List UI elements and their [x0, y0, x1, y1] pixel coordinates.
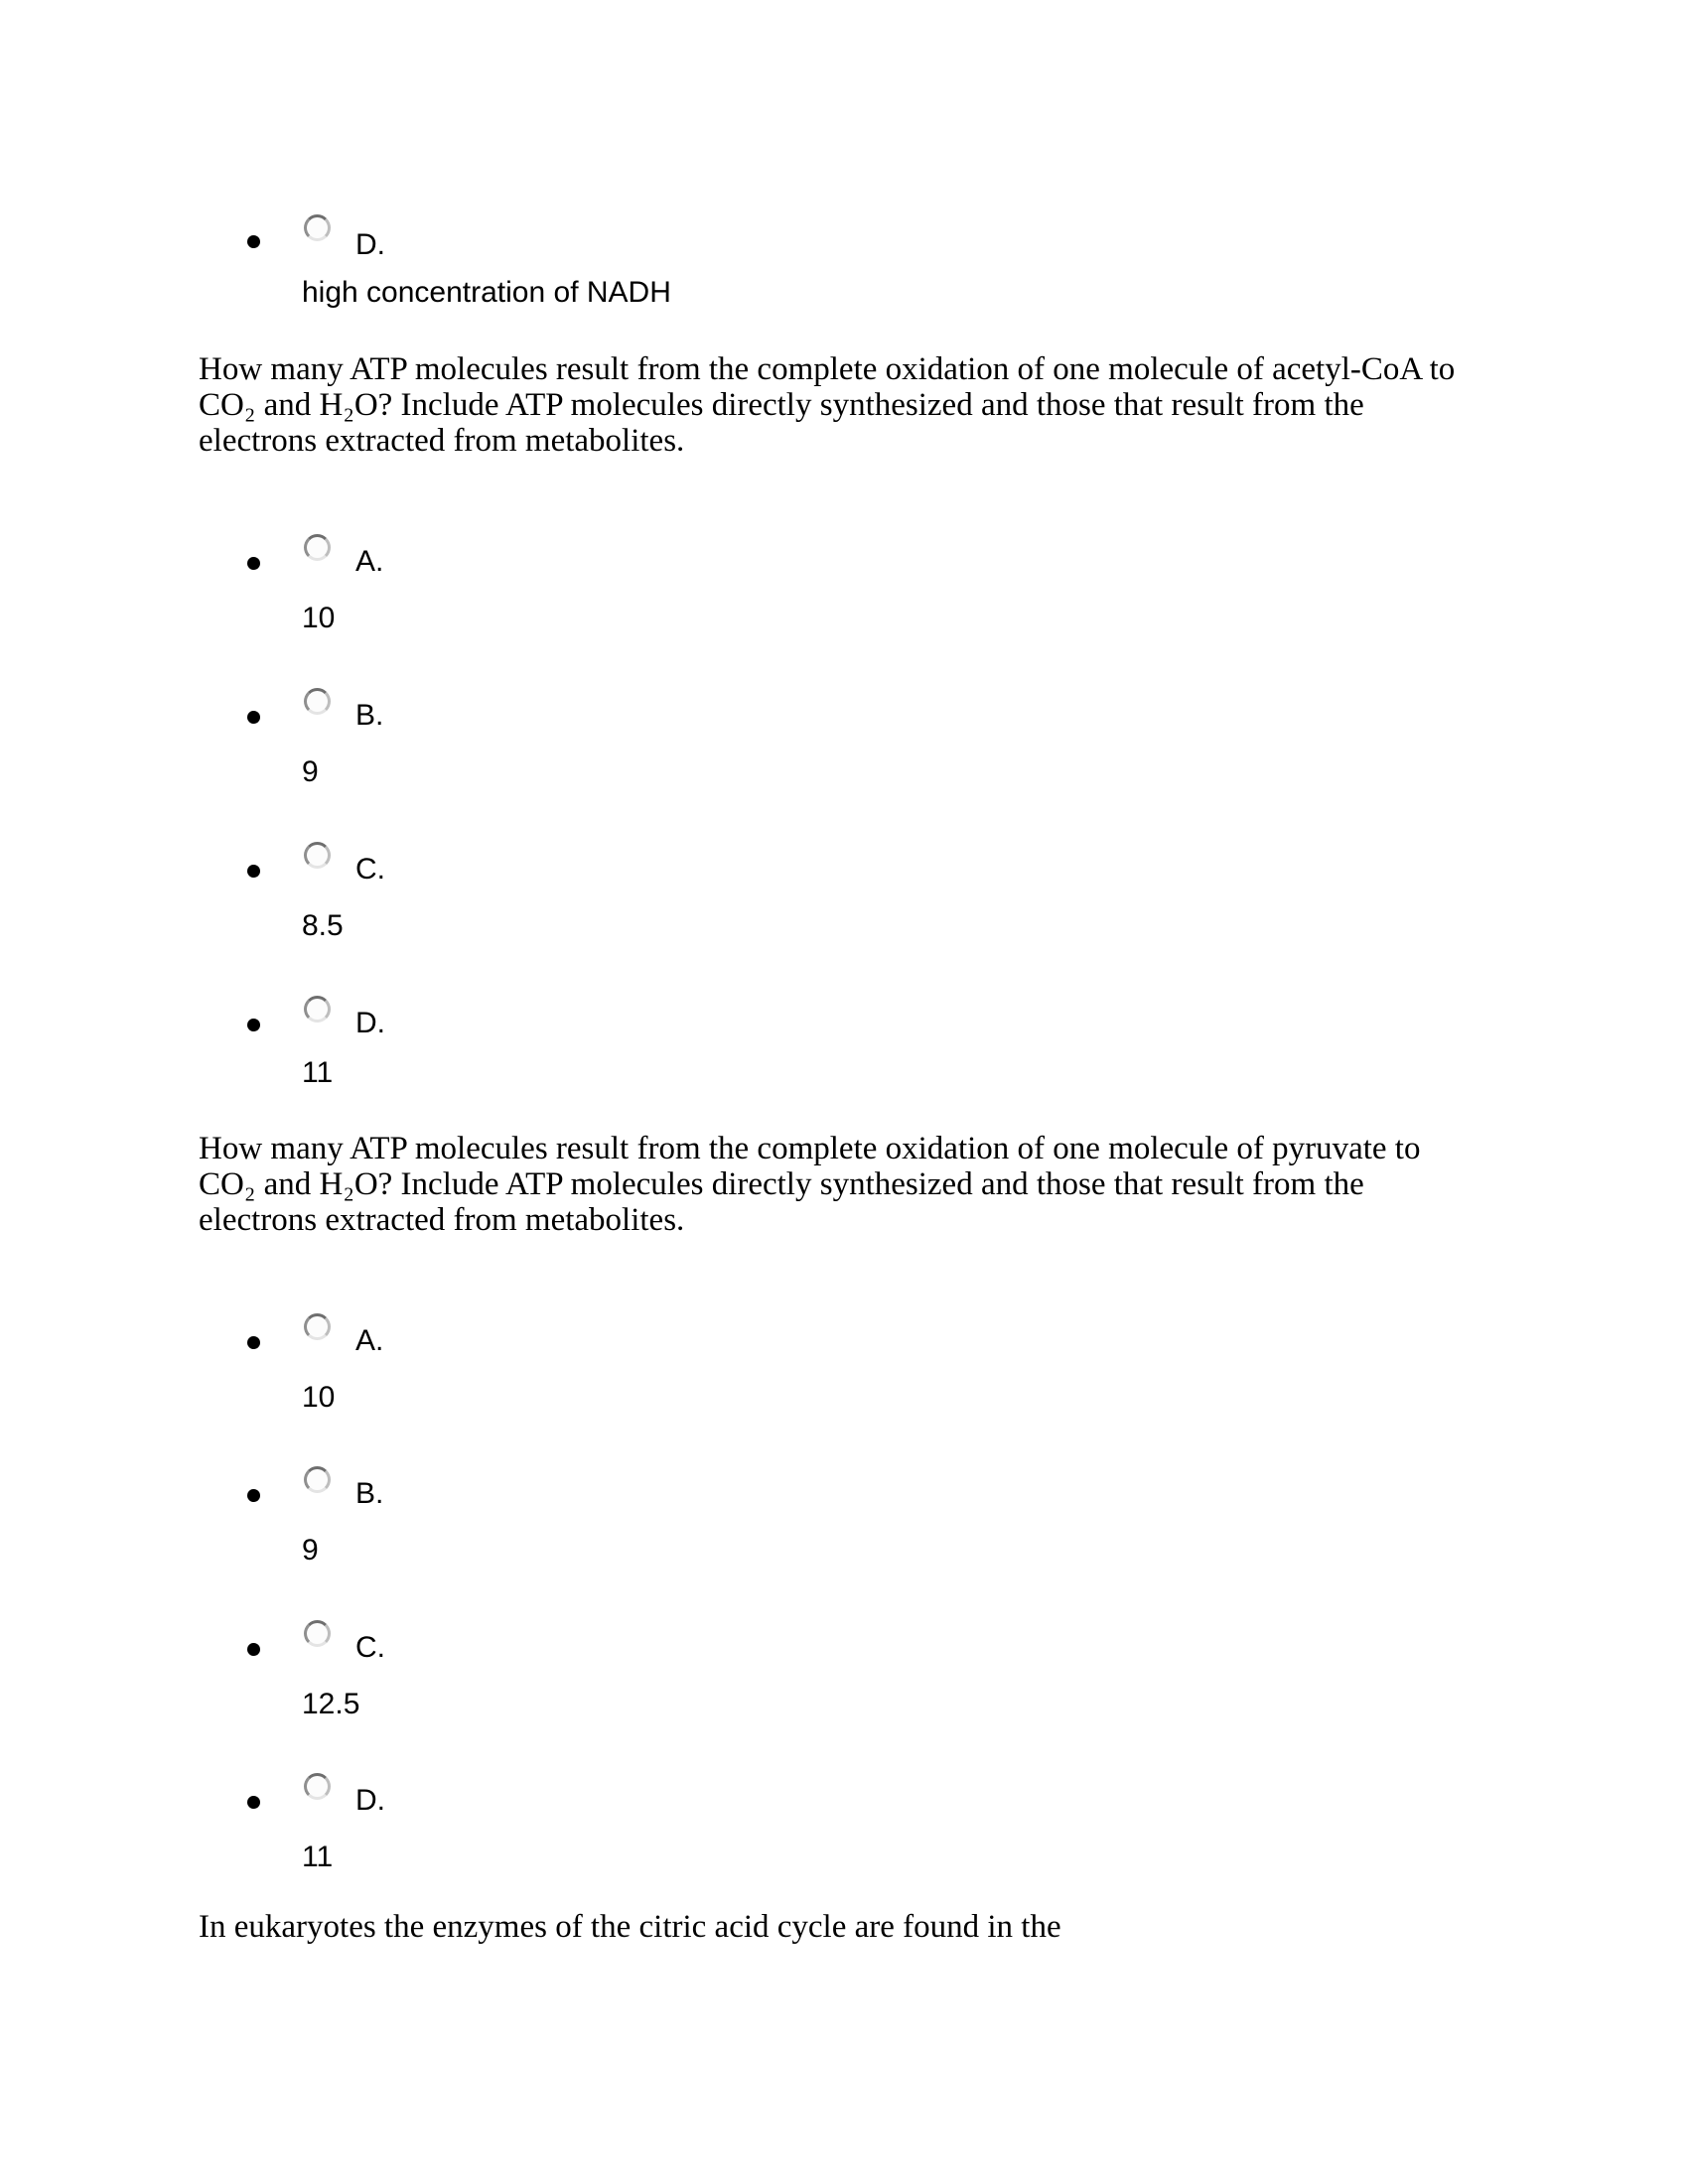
radio-button-q2-d[interactable] [304, 1773, 331, 1800]
list-bullet-icon [247, 865, 260, 878]
question-line: electrons extracted from metabolites. [199, 1202, 685, 1238]
closing-question-prompt [199, 1909, 1061, 1945]
radio-button-q2-b[interactable] [304, 1466, 331, 1493]
radio-button-q2-c[interactable] [304, 1620, 331, 1647]
option-text: 12.5 [302, 1688, 360, 1720]
option-text: 11 [302, 1841, 334, 1873]
list-bullet-icon [247, 557, 260, 570]
list-bullet-icon [247, 1796, 260, 1809]
question-line: electrons extracted from metabolites. [199, 423, 685, 459]
option-text: 10 [302, 1381, 336, 1414]
list-bullet-icon [247, 1019, 260, 1031]
radio-button-q1-a[interactable] [304, 534, 331, 561]
option-text: 10 [302, 602, 336, 634]
option-letter: C. [355, 1631, 385, 1664]
option-letter: B. [355, 699, 384, 732]
question-1-prompt [199, 351, 1455, 459]
option-text: 11 [302, 1056, 334, 1089]
option-letter: D. [355, 1007, 385, 1039]
option-letter: D. [355, 1784, 385, 1817]
option-letter: B. [355, 1477, 384, 1510]
option-letter: D. [355, 228, 385, 261]
list-bullet-icon [247, 711, 260, 724]
question-2-prompt [199, 1131, 1420, 1238]
option-letter: C. [355, 853, 385, 886]
question-line: CO₂ and H₂O? Include ATP molecules directly synthesized and those that result from the [199, 1166, 1364, 1202]
radio-button-q1-b[interactable] [304, 688, 331, 715]
option-letter: A. [355, 545, 384, 578]
list-bullet-icon [247, 1643, 260, 1656]
radio-button-previous-d[interactable] [304, 214, 331, 241]
radio-button-q1-c[interactable] [304, 842, 331, 869]
list-bullet-icon [247, 1489, 260, 1502]
question-line: How many ATP molecules result from the complete oxidation of one molecule of acetyl-CoA to [199, 351, 1456, 387]
option-text: 9 [302, 1534, 319, 1567]
list-bullet-icon [247, 235, 260, 248]
question-line: In eukaryotes the enzymes of the citric acid cycle are found in the [199, 1909, 1061, 1945]
question-line: How many ATP molecules result from the complete oxidation of one molecule of pyruvate to [199, 1131, 1421, 1166]
option-text: 9 [302, 755, 319, 788]
radio-button-q2-a[interactable] [304, 1313, 331, 1340]
option-text: 8.5 [302, 909, 344, 942]
list-bullet-icon [247, 1336, 260, 1349]
option-text: high concentration of NADH [302, 276, 671, 309]
radio-button-q1-d[interactable] [304, 996, 331, 1023]
option-letter: A. [355, 1324, 384, 1357]
question-line: CO₂ and H₂O? Include ATP molecules directly synthesized and those that result from the [199, 387, 1364, 423]
